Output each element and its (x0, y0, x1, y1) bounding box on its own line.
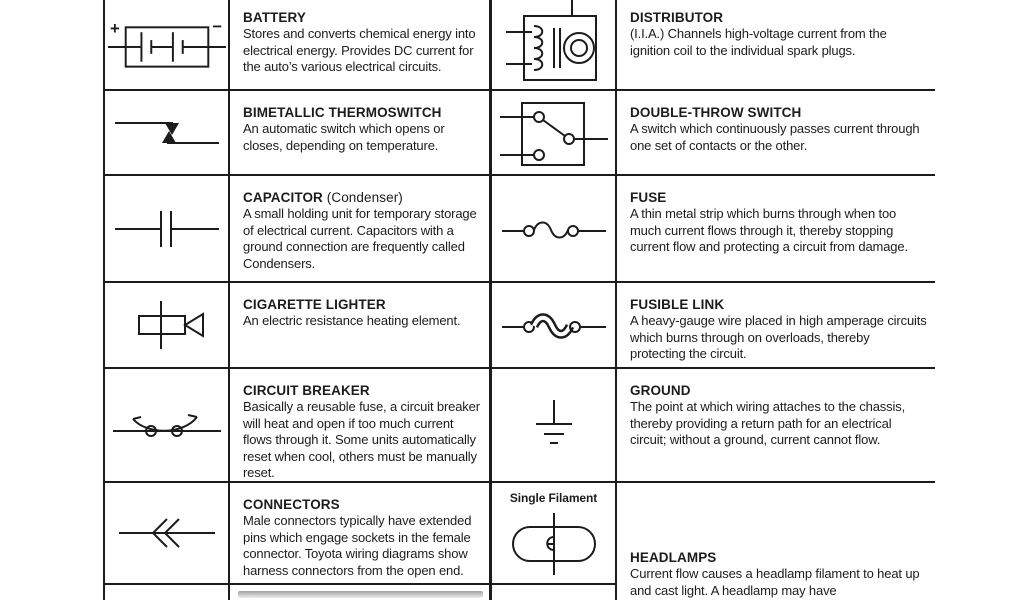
distributor-symbol-icon (498, 0, 610, 90)
cigarette-lighter-symbol-icon (111, 295, 223, 355)
cigarette-lighter-symbol-cell (105, 283, 230, 369)
double-throw-switch-symbol-icon (496, 95, 612, 171)
double-throw-switch-symbol-cell (492, 91, 617, 176)
cigarette-lighter-title: CIGARETTE LIGHTER (243, 297, 386, 312)
distributor-symbol-cell (492, 0, 617, 91)
fuse-entry (617, 176, 935, 283)
distributor-title: DISTRIBUTOR (630, 10, 724, 25)
headlamp-single-filament-symbol-icon (500, 511, 608, 577)
ground-symbol-cell (492, 369, 617, 483)
circuit-breaker-title: CIRCUIT BREAKER (243, 383, 370, 398)
fusible-link-entry (617, 283, 935, 369)
battery-description: Stores and converts chemical energy into electrical energy. Provides DC current for the auto’s various electrical circuits. (243, 26, 476, 74)
bimetallic-thermoswitch-title: BIMETALLIC THERMOSWITCH (243, 105, 442, 120)
circuit-breaker-description: Basically a reusable fuse, a circuit breaker will heat and open if too much current flows through it. Some units automatically reset when cool, others must be manually reset. (243, 399, 480, 480)
battery-plus-sign: + (109, 18, 120, 38)
connectors-symbol-icon (115, 511, 219, 555)
connectors-title: CONNECTORS (243, 497, 340, 512)
battery-minus-sign: − (211, 16, 222, 36)
capacitor-title-suffix: (Condenser) (322, 190, 403, 205)
capacitor-description: A small holding unit for temporary storage of electrical current. Capacitors with a ground connection are frequently called Condensers. (243, 206, 477, 271)
capacitor-symbol-icon (111, 205, 223, 253)
bimetallic-thermoswitch-symbol-icon (111, 108, 223, 158)
bimetallic-thermoswitch-entry (230, 91, 492, 176)
ground-description: The point at which wiring attaches to the chassis, thereby providing a return path for an electrical circuit; without a ground, current cannot flow. (630, 399, 906, 447)
circuit-breaker-symbol-icon (109, 403, 225, 447)
circuit-breaker-symbol-cell (105, 369, 230, 483)
capacitor-symbol-cell (105, 176, 230, 283)
bimetallic-thermoswitch-description: An automatic switch which opens or closes, depending on temperature. (243, 121, 445, 153)
capacitor-entry (230, 176, 492, 283)
electrical-symbols-glossary-table (103, 0, 935, 600)
battery-symbol-icon (108, 14, 226, 76)
cigarette-lighter-entry (230, 283, 492, 369)
fusible-link-title: FUSIBLE LINK (630, 297, 725, 312)
headlamps-title: HEADLAMPS (630, 550, 717, 565)
bimetallic-thermoswitch-symbol-cell (105, 91, 230, 176)
battery-symbol-cell (105, 0, 230, 91)
ground-symbol-icon (514, 396, 594, 454)
connectors-entry (230, 483, 492, 585)
single-filament-label: Single Filament (509, 491, 598, 505)
double-throw-switch-description: A switch which continuously passes current through one set of contacts or the other. (630, 121, 920, 153)
double-throw-switch-entry (617, 91, 935, 176)
fuse-symbol-cell (492, 176, 617, 283)
cigarette-lighter-description: An electric resistance heating element. (243, 313, 461, 328)
circuit-breaker-entry (230, 369, 492, 483)
headlamps-entry (617, 483, 935, 600)
fuse-symbol-icon (498, 209, 610, 249)
battery-title: BATTERY (243, 10, 306, 25)
double-throw-switch-title: DOUBLE-THROW SWITCH (630, 105, 802, 120)
fusible-link-symbol-cell (492, 283, 617, 369)
next-row-entry (230, 585, 492, 600)
headlamp-single-filament-symbol-cell (492, 483, 617, 585)
fuse-title: FUSE (630, 190, 667, 205)
ground-entry (617, 369, 935, 483)
distributor-description: (I.I.A.) Channels high-voltage current from the ignition coil to the individual spark plugs. (630, 26, 887, 58)
next-row-right-symbol-cell (492, 585, 617, 600)
connectors-symbol-cell (105, 483, 230, 585)
fusible-link-description: A heavy-gauge wire placed in high amperage circuits which burns through on overloads, thereby protecting the circuit. (630, 313, 927, 361)
capacitor-title: CAPACITOR (Condenser) (243, 190, 403, 205)
distributor-entry (617, 0, 935, 91)
fusible-link-symbol-icon (498, 303, 610, 347)
fuse-description: A thin metal strip which burns through when too much current flows through it, thereby stopping current flow and protecting a circuit from damage. (630, 206, 908, 254)
ground-title: GROUND (630, 383, 691, 398)
headlamps-description: Current flow causes a headlamp filament to heat up and cast light. A headlamp may have (630, 566, 920, 598)
clipped-next-row-text (238, 591, 483, 598)
next-row-symbol-cell (105, 585, 230, 600)
connectors-description: Male connectors typically have extended pins which engage sockets in the female connector. Toyota wiring diagrams show harness connectors from the open end. (243, 513, 472, 578)
battery-entry (230, 0, 492, 91)
